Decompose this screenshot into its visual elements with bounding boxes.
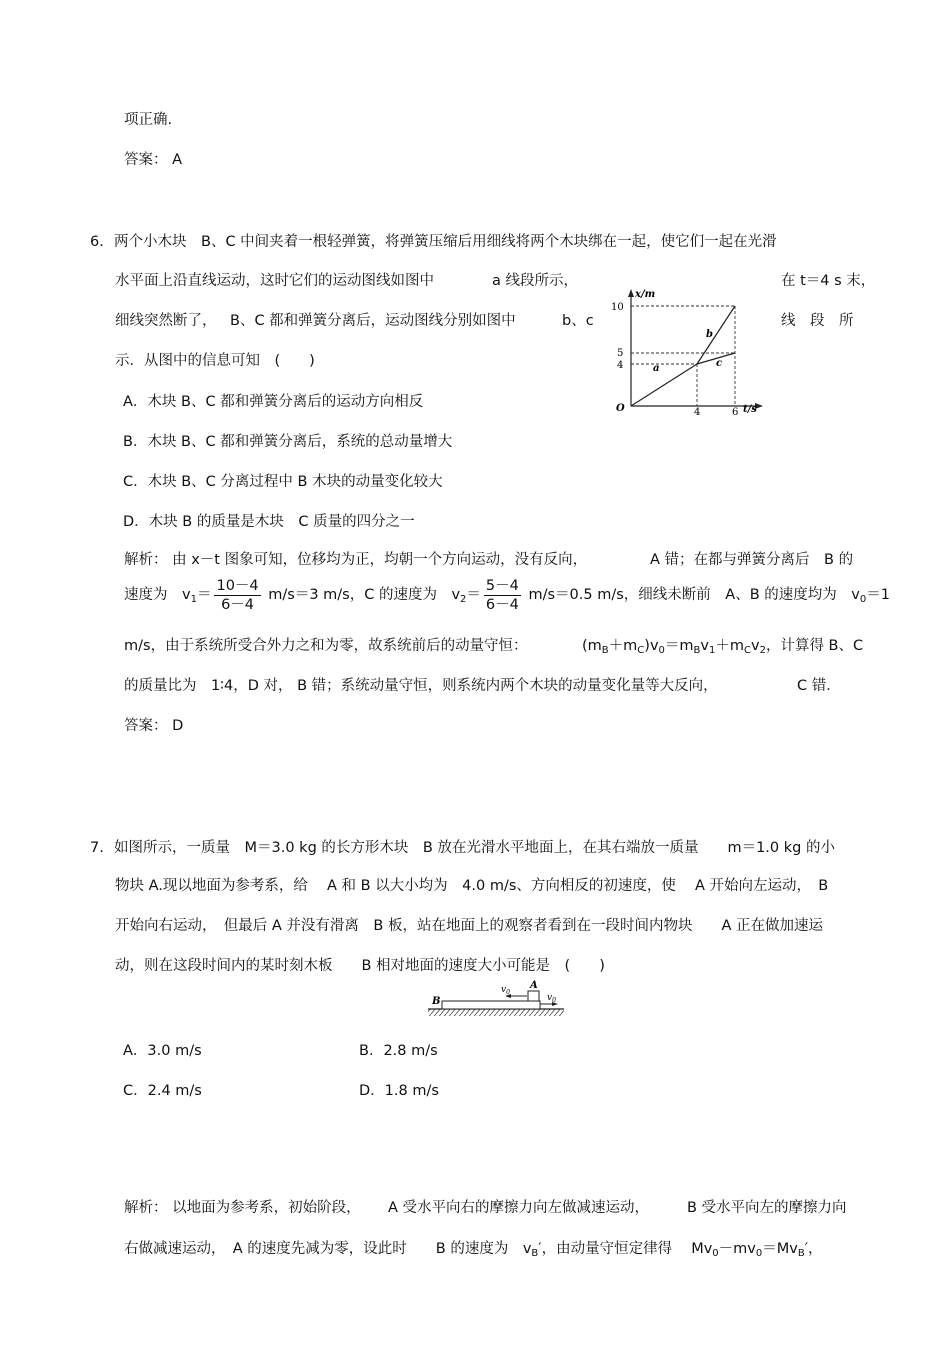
q6-line-2b: a 线段所示， <box>492 273 578 289</box>
q7-line-4: 动，则在这段时间内的某时刻木板 B 相对地面的速度大小可能是 ( ) <box>115 958 605 974</box>
prev-answer: 答案： A <box>124 152 183 168</box>
label-c: c <box>716 358 723 369</box>
ground-hatch <box>428 1009 564 1016</box>
fig-label-b: B <box>432 996 441 1007</box>
q7-line-3: 开始向右运动， 但最后 A 并没有滑离 B 板，站在地面上的观察者看到在一段时间内物块 A 正在做加速运 <box>115 918 823 934</box>
q7-option-b: B．2.8 m/s <box>359 1043 438 1059</box>
q7-line-2: 物块 A.现以地面为参考系，给 A 和 B 以大小均为 4.0 m/s、方向相反的初速度，使 A 开始向左运动， B <box>115 878 829 894</box>
q6-line-3b: B、C 都和弹簧分离后，运动图线分别如图中 <box>230 313 516 329</box>
q6-line-3c: b、c <box>562 313 594 329</box>
y-axis-arrow <box>628 289 634 297</box>
q6-line-3d: 线 段 所 <box>781 313 854 329</box>
q6-number: 6. <box>90 234 104 250</box>
q6-solution-3a: m/s，由于系统所受合外力之和为零，故系统前后的动量守恒： <box>124 638 528 654</box>
q7-option-d: D．1.8 m/s <box>359 1083 439 1099</box>
q6-solution-4b: C 错． <box>797 678 841 694</box>
q7-line-1: 如图所示，一质量 M＝3.0 kg 的长方形木块 B 放在光滑水平地面上，在其右端放一质量 m＝1.0 kg 的小 <box>114 840 835 856</box>
q6-answer: 答案： D <box>124 718 184 734</box>
xtick-6: 6 <box>732 407 739 418</box>
q7-solution-2: 右做减速运动， A 的速度先减为零，设此时 B 的速度为 $v_B'$，由动量守恒定律得 $Mv_0-mv_0=Mv_B'$， <box>124 1241 823 1259</box>
q7-option-c: C．2.4 m/s <box>123 1083 202 1099</box>
board-b <box>442 1001 540 1009</box>
label-a: a <box>653 363 660 374</box>
fig-label-v0-b: $v_0$ <box>547 993 556 1004</box>
q7-solution-1c: B 受水平向左的摩擦力向 <box>687 1200 847 1216</box>
ytick-10: 10 <box>611 302 624 313</box>
q6-option-a: A．木块 B、C 都和弹簧分离后的运动方向相反 <box>123 394 424 410</box>
fraction-v1: $\frac{10-4}{6-4}$ <box>216 577 259 613</box>
line-b <box>697 306 735 364</box>
q6-solution-3b: $(m_B+m_C)v_0=m_Bv_1+m_Cv_2$，计算得 B、C <box>582 638 864 656</box>
xtick-4: 4 <box>694 407 701 418</box>
q6-line-3a: 细线突然断了， <box>115 313 217 329</box>
ytick-5: 5 <box>617 348 624 359</box>
fig-label-v0-a: $v_0$ <box>501 985 510 996</box>
graph-origin: O <box>616 403 625 414</box>
q6-solution-1b: A 错；在都与弹簧分离后 B 的 <box>650 552 854 568</box>
q6-solution-1a: 解析： 由 x－t 图象可知，位移均为正，均朝一个方向运动，没有反向， <box>124 552 588 568</box>
fraction-v2: $\frac{5-4}{6-4}$ <box>485 577 519 613</box>
q6-option-c: C．木块 B、C 分离过程中 B 木块的动量变化较大 <box>123 474 443 490</box>
ytick-4: 4 <box>617 360 624 371</box>
q6-line-4: 示．从图中的信息可知 ( ) <box>115 353 315 369</box>
fig-label-a: A <box>530 980 538 991</box>
q7-solution-1b: A 受水平向右的摩擦力向左做减速运动， <box>388 1200 650 1216</box>
q7-option-a: A．3.0 m/s <box>123 1043 202 1059</box>
q6-line-1: 两个小木块 B、C 中间夹着一根轻弹簧，将弹簧压缩后用细线将两个木块绑在一起，使它们一起在光滑 <box>114 234 777 250</box>
q7-board-figure <box>426 978 568 1020</box>
q6-solution-4a: 的质量比为 1∶4，D 对， B 错；系统动量守恒，则系统内两个木块的动量变化量等大反向， <box>124 678 718 694</box>
q6-xt-graph <box>608 284 768 420</box>
label-b: b <box>706 329 713 340</box>
q7-number: 7. <box>90 840 104 856</box>
q6-option-d: D．木块 B 的质量是木块 C 质量的四分之一 <box>123 514 415 530</box>
block-a <box>528 991 539 1001</box>
graph-ylabel: x/m <box>635 289 656 300</box>
q6-solution-2: 速度为 $v_1=$ $\frac{10-4}{6-4}$ m/s＝3 m/s，C 的速度为 $v_2=$ $\frac{5-4}{6-4}$ m/s＝0.5 m/s，细线未断前 A、B 的速度均为 $v_0=1$ <box>124 577 890 613</box>
q6-option-b: B．木块 B、C 都和弹簧分离后，系统的总动量增大 <box>123 434 453 450</box>
q6-line-2a: 水平面上沿直线运动，这时它们的运动图线如图中 <box>115 273 434 289</box>
q7-solution-1a: 解析： 以地面为参考系，初始阶段， <box>124 1200 361 1216</box>
prev-tail: 项正确. <box>124 112 173 128</box>
q6-line-2c: 在 t＝4 s 末， <box>781 273 876 289</box>
line-a <box>631 364 697 406</box>
graph-xlabel: t/s <box>743 404 757 415</box>
